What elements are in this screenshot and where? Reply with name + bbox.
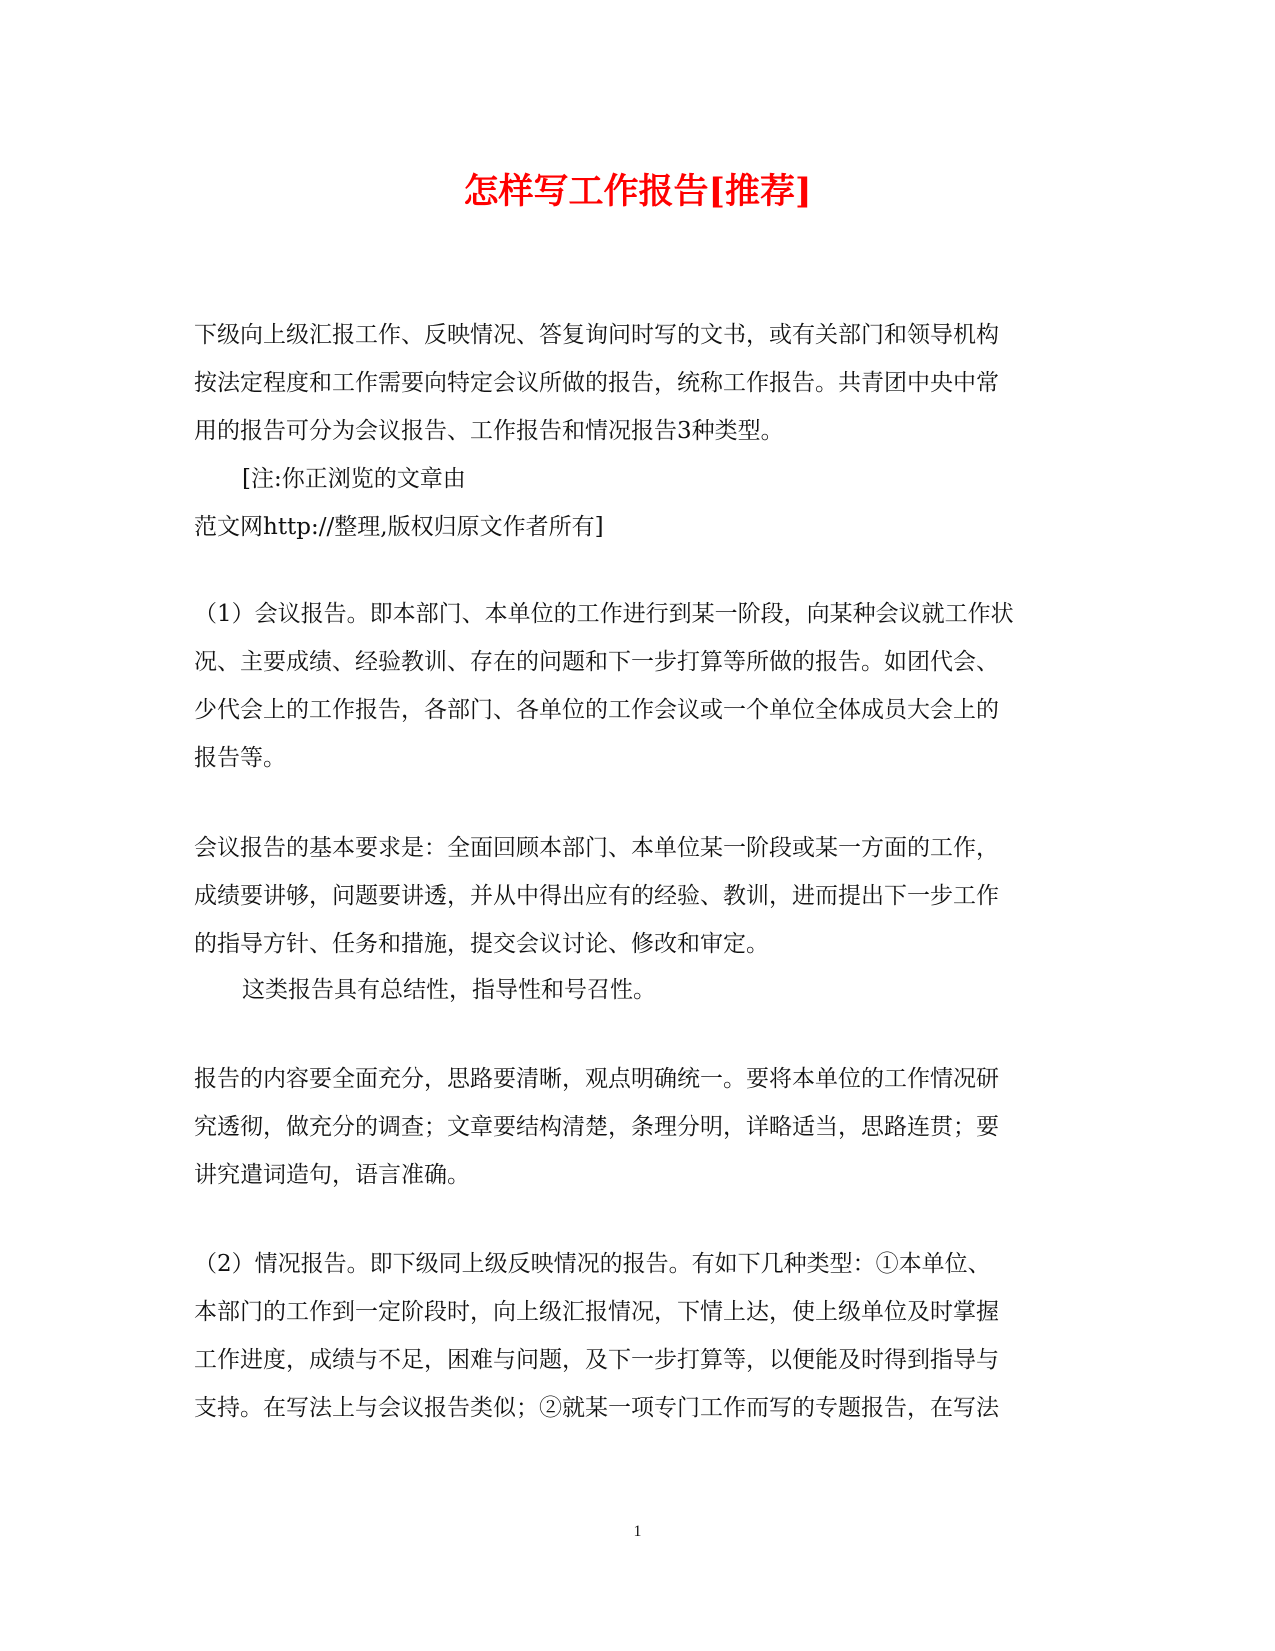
text-line: 范文网http://整理,版权归原文作者所有] bbox=[194, 514, 604, 540]
text-line: （2）情况报告。即下级同上级反映情况的报告。有如下几种类型：①本单位、 bbox=[194, 1251, 991, 1277]
text-line: （1）会议报告。即本部门、本单位的工作进行到某一阶段，向某种会议就工作状 bbox=[194, 601, 1014, 627]
page-number: 1 bbox=[633, 1523, 642, 1540]
paragraph-situation-report bbox=[194, 1240, 1094, 1432]
text-line: 支持。在写法上与会议报告类似；②就某一项专门工作而写的专题报告，在写法 bbox=[194, 1395, 999, 1421]
text-line: 况、主要成绩、经验教训、存在的问题和下一步打算等所做的报告。如团代会、 bbox=[194, 649, 999, 675]
text-line: 这类报告具有总结性，指导性和号召性。 bbox=[242, 977, 656, 1003]
paragraph-characteristics bbox=[194, 966, 1094, 1014]
text-line: 按法定程度和工作需要向特定会议所做的报告，统称工作报告。共青团中央中常 bbox=[194, 370, 999, 396]
text-line: 少代会上的工作报告，各部门、各单位的工作会议或一个单位全体成员大会上的 bbox=[194, 697, 999, 723]
text-line: 报告等。 bbox=[194, 745, 286, 771]
text-line: 下级向上级汇报工作、反映情况、答复询问时写的文书，或有关部门和领导机构 bbox=[194, 322, 999, 348]
text-line: 本部门的工作到一定阶段时，向上级汇报情况，下情上达，使上级单位及时掌握 bbox=[194, 1299, 999, 1325]
text-line: 报告的内容要全面充分，思路要清晰，观点明确统一。要将本单位的工作情况研 bbox=[194, 1066, 999, 1092]
text-line: 工作进度，成绩与不足，困难与问题，及下一步打算等，以便能及时得到指导与 bbox=[194, 1347, 999, 1373]
paragraph-content-guidance bbox=[194, 1055, 1094, 1199]
paragraph-requirements bbox=[194, 824, 1094, 968]
paragraph-meeting-report bbox=[194, 590, 1094, 782]
text-line: 用的报告可分为会议报告、工作报告和情况报告3种类型。 bbox=[194, 418, 784, 444]
text-line: 的指导方针、任务和措施，提交会议讨论、修改和审定。 bbox=[194, 931, 769, 957]
paragraph-intro bbox=[194, 311, 1094, 455]
document-title: 怎样写工作报告[推荐] bbox=[463, 171, 812, 212]
text-line: 成绩要讲够，问题要讲透，并从中得出应有的经验、教训，进而提出下一步工作 bbox=[194, 883, 999, 909]
text-line: 会议报告的基本要求是：全面回顾本部门、本单位某一阶段或某一方面的工作， bbox=[194, 835, 999, 861]
text-line: [注:你正浏览的文章由 bbox=[242, 466, 466, 492]
text-line: 究透彻，做充分的调查；文章要结构清楚，条理分明，详略适当，思路连贯；要 bbox=[194, 1114, 999, 1140]
text-line: 讲究遣词造句，语言准确。 bbox=[194, 1162, 470, 1188]
paragraph-note bbox=[194, 455, 1094, 551]
